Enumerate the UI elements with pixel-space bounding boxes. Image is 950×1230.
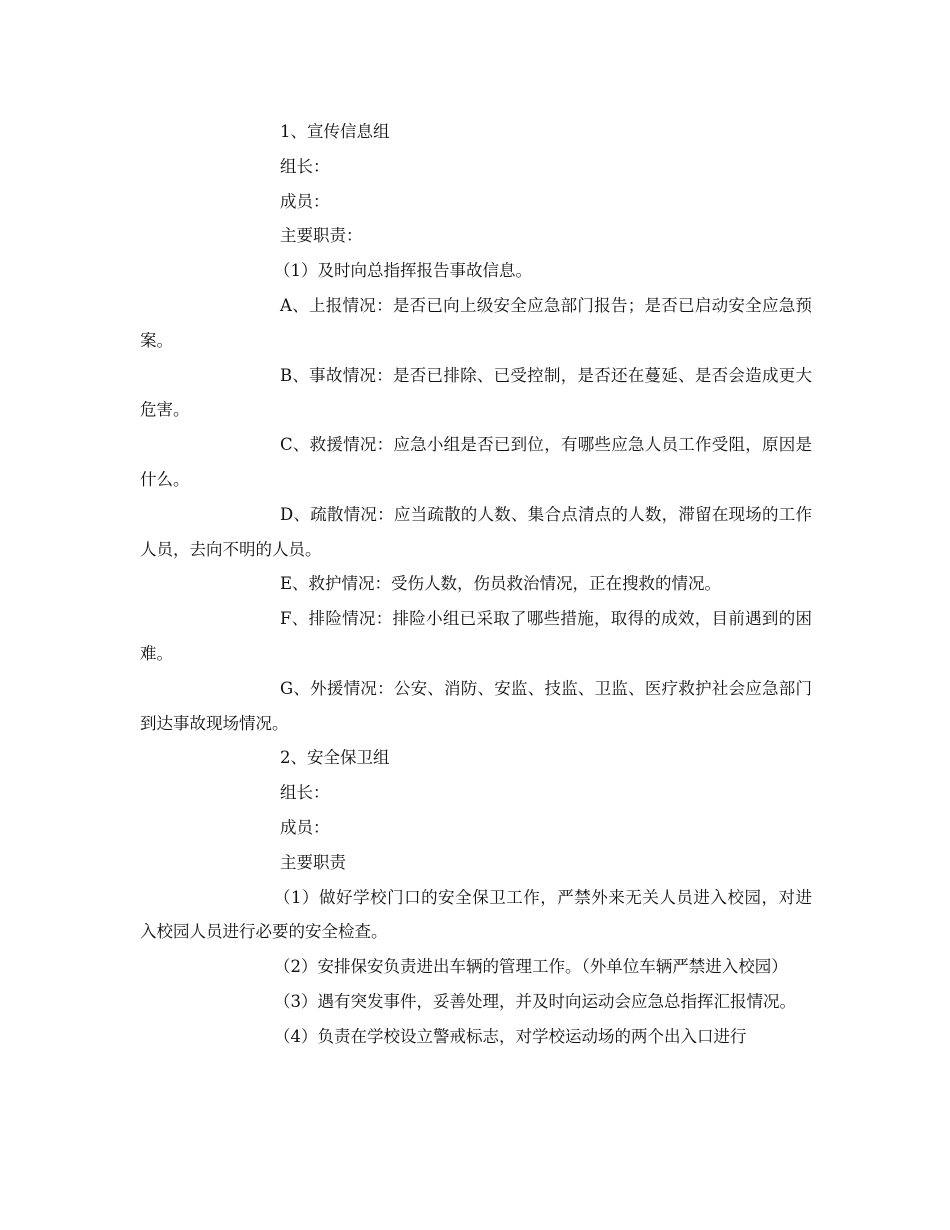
group-leader-line: 组长： — [280, 783, 330, 803]
report-item-g: G、外援情况：公安、消防、安监、技监、卫监、医疗救护社会应急部门到达事故现场情况。 — [140, 678, 812, 733]
duty-item: （4）负责在学校设立警戒标志，对学校运动场的两个出入口进行 — [274, 1026, 747, 1046]
section-heading-security-group: 2、安全保卫组 — [280, 748, 390, 768]
report-item-a: A、上报情况：是否已向上级安全应急部门报告；是否已启动安全应急预案。 — [140, 295, 812, 350]
duty-item: （1）做好学校门口的安全保卫工作，严禁外来无关人员进入校园，对进入校园人员进行必要的安全检查。 — [140, 887, 812, 942]
group-leader-line: 组长： — [280, 156, 330, 176]
duty-item: （3）遇有突发事件，妥善处理，并及时向运动会应急总指挥汇报情况。 — [274, 991, 796, 1011]
report-item-f: F、排险情况：排险小组已采取了哪些措施，取得的成效，目前遇到的困难。 — [140, 609, 812, 663]
report-item-c: C、救援情况：应急小组是否已到位，有哪些应急人员工作受阻，原因是什么。 — [140, 435, 812, 489]
report-item-e: E、救护情况：受伤人数，伤员救治情况，正在搜救的情况。 — [280, 574, 722, 594]
report-item-b: B、事故情况：是否已排除、已受控制，是否还在蔓延、是否会造成更大危害。 — [140, 365, 812, 420]
section-heading-publicity-group: 1、宣传信息组 — [280, 122, 390, 141]
report-item-d: D、疏散情况：应当疏散的人数、集合点清点的人数，滞留在现场的工作人员，去向不明的人员。 — [140, 504, 812, 559]
group-members-line: 成员： — [280, 191, 330, 211]
document-body — [140, 115, 812, 1055]
duty-item: （1）及时向总指挥报告事故信息。 — [274, 261, 532, 281]
main-duties-label: 主要职责： — [280, 226, 363, 246]
main-duties-label: 主要职责 — [280, 852, 346, 872]
group-members-line: 成员： — [280, 817, 330, 837]
duty-item: （2）安排保安负责进出车辆的管理工作。（外单位车辆严禁进入校园） — [274, 957, 788, 977]
